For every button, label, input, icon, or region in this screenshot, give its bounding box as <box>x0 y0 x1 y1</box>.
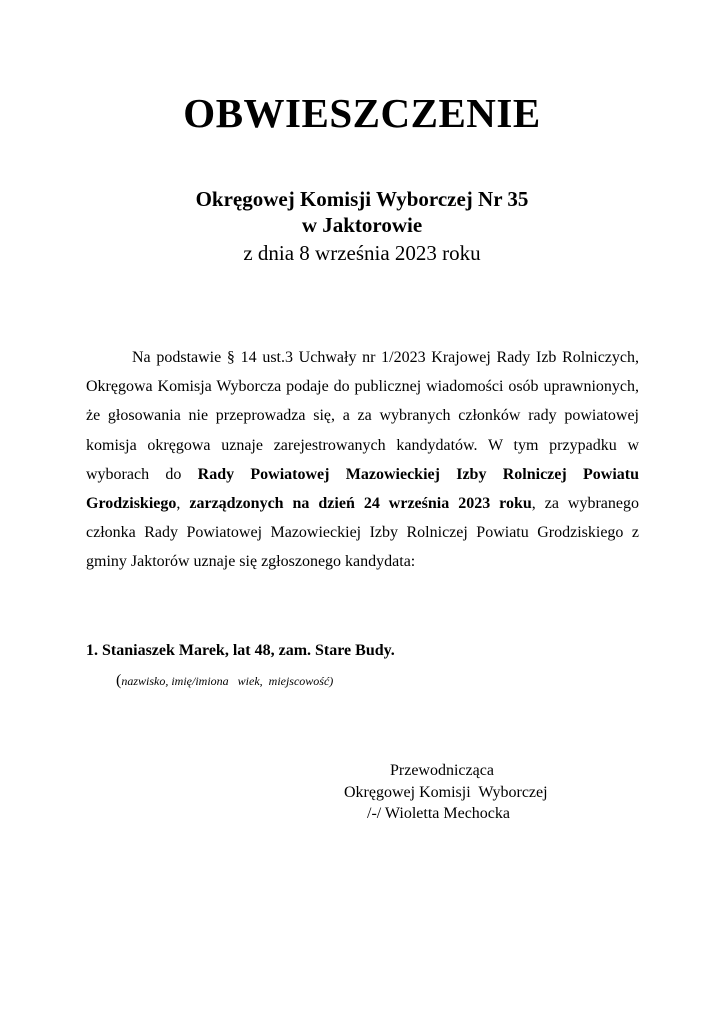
body-text-part3: , za wybranego członka Rady Powiatowej Mazowieckiej Izby Rolniczej Powiatu Grodziskiego z gminy Jaktorów uznaje się zgłoszonego kandydata: <box>86 495 640 571</box>
signature-role: Przewodnicząca <box>390 762 494 779</box>
candidate-entry: 1. Staniaszek Marek, lat 48, zam. Stare Budy. <box>86 642 395 659</box>
signature-committee: Okręgowej Komisji Wyborczej <box>344 783 548 801</box>
document-date: z dnia 8 września 2023 roku <box>243 241 481 265</box>
legend-open-paren: ( <box>116 672 122 689</box>
body-text-part2: , <box>176 495 190 513</box>
announcement-body <box>86 343 639 577</box>
legend-text: nazwisko, imię/imiona wiek, miejscowość) <box>121 674 334 688</box>
committee-name: Okręgowej Komisji Wyborczej Nr 35 <box>195 187 529 211</box>
signature-block <box>340 760 570 825</box>
document-title: OBWIESZCZENIE <box>183 90 541 136</box>
signature-name: /-/ Wioletta Mechocka <box>367 805 511 822</box>
committee-location: w Jaktorowie <box>301 213 423 237</box>
candidate-field-legend <box>116 672 333 690</box>
body-text-council-name: Rady Powiatowej Mazowieckiej Izby Rolniczej Powiatu Grodziskiego <box>86 465 639 513</box>
body-text-election-date: zarządzonych na dzień 24 września 2023 roku <box>189 495 532 513</box>
body-text-part1: Na podstawie § 14 ust.3 Uchwały nr 1/2023 Krajowej Rady Izb Rolniczych, Okręgowa Komisja Wyborcza podaje do publicznej wiadomości osób uprawnionych, że głosowania nie przeprowadza się, a za wybranych członków rady powiatowej komisja okręgowa uznaje zarejestrowanych kandydatów. W tym przypadku w wyborach do <box>86 349 639 483</box>
